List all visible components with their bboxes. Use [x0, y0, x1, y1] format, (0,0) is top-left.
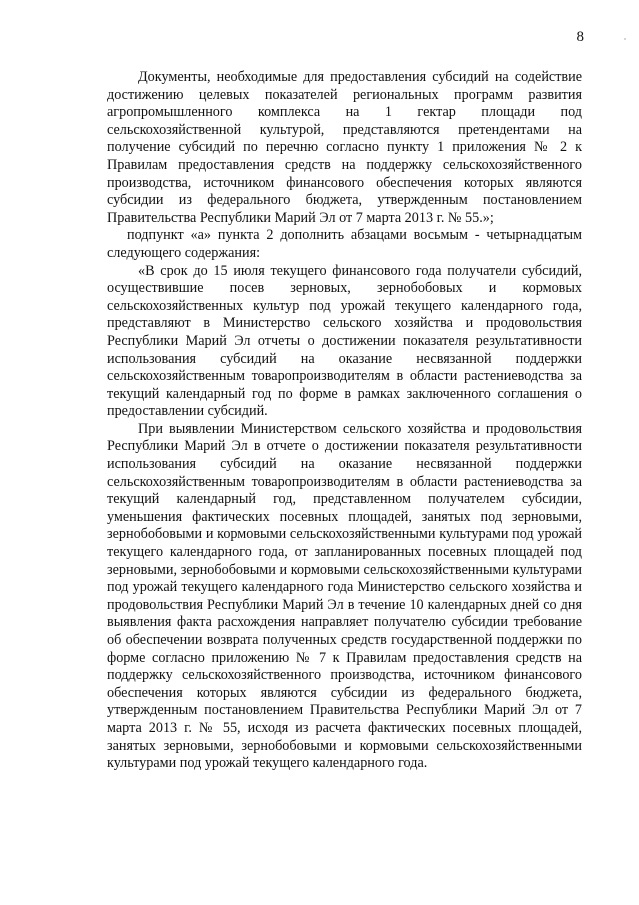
scan-artifact — [624, 38, 626, 40]
page-number: 8 — [576, 29, 584, 45]
paragraph-reduction-detected: При выявлении Министерством сельского хозяйства и продовольствия Республики Марий Эл в отчете о достижении показателя результативности использования субсидий на оказание несвязанной поддержки сельскохозяйственным товаропроизводителям в области растениеводства за текущий календарный год, представленном получателем субсидии, уменьшения фактических посевных площадей, занятых под зерновыми, зернобобовыми и кормовыми сельскохозяйственными культурами под урожай текущего календарного года, от запланированных посевных площадей под зерновыми, зернобобовыми и кормовыми сельскохозяйственными культурами под урожай текущего календарного года Министерство сельского хозяйства и продовольствия Республики Марий Эл в течение 10 календарных дней со дня выявления факта расхождения направляет получателю субсидии требование об обеспечении возврата полученных средств государственной поддержки по форме согласно приложению № 7 к Правилам предоставления средств на поддержку сельскохозяйственного производства, источником финансового обеспечения которых являются субсидии из федерального бюджета, утвержденным постановлением Правительства Республики Марий Эл от 7 марта 2013 г. № 55, исходя из расчета фактических посевных площадей, занятых зерновыми, зернобобовыми и кормовыми сельскохозяйственными культурами под урожай текущего календарного года. — [107, 420, 582, 772]
document-body — [107, 69, 582, 773]
paragraph-documents-list: Документы, необходимые для предоставления субсидий на содействие достижению целевых показателей региональных программ развития агропромышленного комплекса на 1 гектар площади под сельскохозяйственной культурой, представляются претендентами на получение субсидий по перечню согласно пункту 1 приложения № 2 к Правилам предоставления средств на поддержку сельскохозяйственного производства, источником финансового обеспечения которых являются субсидии из федерального бюджета, утвержденным постановлением Правительства Республики Марий Эл от 7 марта 2013 г. № 55.»; — [107, 69, 582, 226]
paragraph-amendment-instruction: подпункт «а» пункта 2 дополнить абзацами восьмым - четырнадцатым следующего содержания: — [107, 227, 582, 261]
paragraph-report-deadline: «В срок до 15 июля текущего финансового года получатели субсидий, осуществившие посев зерновых, зернобобовых и кормовых сельскохозяйственных культур под урожай текущего календарного года, представляют в Министерство сельского хозяйства и продовольствия Республики Марий Эл отчеты о достижении показателя результативности использования субсидий на оказание несвязанной поддержки сельскохозяйственным товаропроизводителям в области растениеводства за текущий календарный год по форме в рамках заключенного соглашения о предоставлении субсидий. — [107, 262, 582, 420]
